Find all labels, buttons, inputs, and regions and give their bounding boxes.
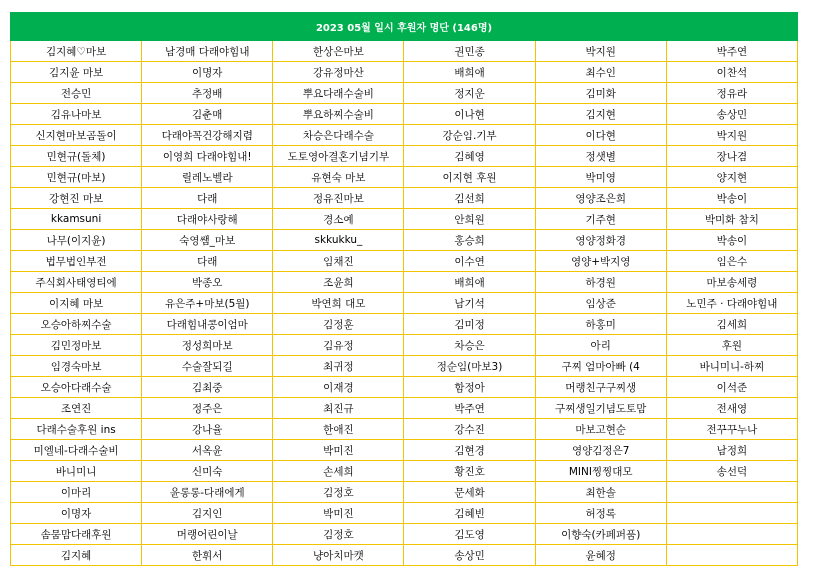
- donor-cell: 김지혜♡마보: [11, 41, 142, 62]
- table-row: [11, 545, 798, 566]
- donor-cell: 조윤희: [273, 272, 404, 293]
- donor-cell: 김선희: [404, 188, 535, 209]
- donor-cell: 최귀정: [273, 356, 404, 377]
- donor-cell: 다래수술후원 ins: [11, 419, 142, 440]
- donor-cell: 김지윤 마보: [11, 62, 142, 83]
- donor-cell: 다래야사랑해: [142, 209, 273, 230]
- donor-cell: 이명자: [11, 503, 142, 524]
- donor-cell: 김춘매: [142, 104, 273, 125]
- donor-cell: 이다현: [535, 125, 666, 146]
- donor-cell: 김정호: [273, 482, 404, 503]
- donor-cell: 임은수: [666, 251, 797, 272]
- donor-cell: 이영희 다래야힘내!: [142, 146, 273, 167]
- donor-cell: 정샛별: [535, 146, 666, 167]
- donor-cell: 오승아하찌수술: [11, 314, 142, 335]
- donor-cell: 박주연: [404, 398, 535, 419]
- donor-cell: 강순임.기부: [404, 125, 535, 146]
- donor-cell: 아리: [535, 335, 666, 356]
- donor-cell: 박미진: [273, 440, 404, 461]
- table-row: [11, 440, 798, 461]
- table-row: [11, 335, 798, 356]
- donor-cell: 손세희: [273, 461, 404, 482]
- donor-cell: 이향숙(카페퍼품): [535, 524, 666, 545]
- donor-cell: 임경숙마보: [11, 356, 142, 377]
- donor-cell: 하홍미: [535, 314, 666, 335]
- donor-cell: 추정배: [142, 83, 273, 104]
- donor-cell: 다래: [142, 188, 273, 209]
- donor-cell: 정성희마보: [142, 335, 273, 356]
- table-row: [11, 293, 798, 314]
- donor-cell: 유현숙 마보: [273, 167, 404, 188]
- donor-cell: 이수연: [404, 251, 535, 272]
- donor-cell: 박연희 대모: [273, 293, 404, 314]
- donor-cell: 신지현마보곰돌이: [11, 125, 142, 146]
- donor-cell: 민현규(돌체): [11, 146, 142, 167]
- table-title: 2023 05월 일시 후원자 명단 (146명): [11, 13, 798, 41]
- donor-cell: 바니미니: [11, 461, 142, 482]
- donor-cell: 한상은마보: [273, 41, 404, 62]
- donor-cell: 다래야꼭건강해지렴: [142, 125, 273, 146]
- donor-cell: 문세화: [404, 482, 535, 503]
- donor-cell: 박지원: [666, 125, 797, 146]
- donor-cell: 강유정마산: [273, 62, 404, 83]
- donor-cell: 김정훈: [273, 314, 404, 335]
- donor-table-body: [11, 41, 798, 566]
- table-row: [11, 62, 798, 83]
- donor-cell: 영양정화경: [535, 230, 666, 251]
- donor-cell: 김유나마보: [11, 104, 142, 125]
- table-row: [11, 419, 798, 440]
- donor-cell: 차승은: [404, 335, 535, 356]
- donor-cell: 조연진: [11, 398, 142, 419]
- donor-cell: 김지현: [535, 104, 666, 125]
- table-row: [11, 482, 798, 503]
- donor-cell: 이지혜 마보: [11, 293, 142, 314]
- donor-cell: 뿌요다래수술비: [273, 83, 404, 104]
- donor-cell: 김혜빈: [404, 503, 535, 524]
- donor-cell: 오승아다래수술: [11, 377, 142, 398]
- donor-cell: 정주은: [142, 398, 273, 419]
- donor-cell: 마보송세령: [666, 272, 797, 293]
- table-row: [11, 251, 798, 272]
- donor-cell: 안희원: [404, 209, 535, 230]
- donor-cell: 뿌요하찌수술비: [273, 104, 404, 125]
- donor-cell: 바니미니-하찌: [666, 356, 797, 377]
- donor-cell: 송상민: [666, 104, 797, 125]
- donor-cell: 송선덕: [666, 461, 797, 482]
- donor-cell: 최진규: [273, 398, 404, 419]
- donor-cell: [666, 524, 797, 545]
- donor-cell: 이지현 후원: [404, 167, 535, 188]
- donor-cell: 주식회사태영티에: [11, 272, 142, 293]
- donor-cell: kkamsuni: [11, 209, 142, 230]
- donor-cell: 민현규(마보): [11, 167, 142, 188]
- donor-cell: 최한솔: [535, 482, 666, 503]
- donor-cell: 전꾸꾸누나: [666, 419, 797, 440]
- donor-cell: 김민정마보: [11, 335, 142, 356]
- donor-cell: 구찌생일기념도토맘: [535, 398, 666, 419]
- donor-cell: 김현경: [404, 440, 535, 461]
- donor-cell: 솜뭄맘다래후원: [11, 524, 142, 545]
- donor-cell: 신미숙: [142, 461, 273, 482]
- donor-cell: skkukku_: [273, 230, 404, 251]
- donor-cell: 함정아: [404, 377, 535, 398]
- table-row: [11, 356, 798, 377]
- donor-cell: 전승민: [11, 83, 142, 104]
- table-row: [11, 398, 798, 419]
- donor-cell: 윤혜정: [535, 545, 666, 566]
- donor-cell: 정지운: [404, 83, 535, 104]
- table-row: [11, 524, 798, 545]
- donor-cell: 릴레노벨라: [142, 167, 273, 188]
- donor-cell: 김미화: [535, 83, 666, 104]
- donor-cell: 이마리: [11, 482, 142, 503]
- donor-cell: 임상준: [535, 293, 666, 314]
- donor-cell: 황진호: [404, 461, 535, 482]
- donor-cell: 유은주+마보(5월): [142, 293, 273, 314]
- donor-cell: 미엘네-다래수술비: [11, 440, 142, 461]
- donor-cell: 김유정: [273, 335, 404, 356]
- donor-cell: 이석준: [666, 377, 797, 398]
- donor-cell: 정유진마보: [273, 188, 404, 209]
- donor-cell: 남기석: [404, 293, 535, 314]
- donor-cell: 박송이: [666, 188, 797, 209]
- donor-cell: 차승은다래수술: [273, 125, 404, 146]
- donor-cell: [666, 545, 797, 566]
- donor-table: [10, 12, 798, 566]
- donor-cell: 냥아치마캣: [273, 545, 404, 566]
- donor-cell: 송상민: [404, 545, 535, 566]
- donor-cell: 김정호: [273, 524, 404, 545]
- donor-cell: 한휘서: [142, 545, 273, 566]
- donor-cell: 이찬석: [666, 62, 797, 83]
- donor-cell: 장나겸: [666, 146, 797, 167]
- donor-cell: 경소예: [273, 209, 404, 230]
- donor-cell: 배희애: [404, 272, 535, 293]
- donor-cell: 영양김정은7: [535, 440, 666, 461]
- donor-cell: 허정록: [535, 503, 666, 524]
- table-row: [11, 41, 798, 62]
- table-row: [11, 377, 798, 398]
- table-row: [11, 209, 798, 230]
- donor-cell: 도토영아결혼기념기부: [273, 146, 404, 167]
- table-row: [11, 314, 798, 335]
- donor-cell: 박미영: [535, 167, 666, 188]
- donor-cell: 전새영: [666, 398, 797, 419]
- donor-cell: 김도영: [404, 524, 535, 545]
- donor-cell: 머랭어린이날: [142, 524, 273, 545]
- donor-cell: 양지현: [666, 167, 797, 188]
- donor-cell: 이재경: [273, 377, 404, 398]
- donor-cell: 수술잘되길: [142, 356, 273, 377]
- donor-cell: 법무법인부전: [11, 251, 142, 272]
- donor-cell: 마보고현순: [535, 419, 666, 440]
- donor-cell: 기주현: [535, 209, 666, 230]
- donor-cell: 이나현: [404, 104, 535, 125]
- donor-cell: [666, 482, 797, 503]
- donor-cell: 홍승희: [404, 230, 535, 251]
- donor-cell: [666, 503, 797, 524]
- donor-cell: 하경원: [535, 272, 666, 293]
- donor-cell: 박미화 참치: [666, 209, 797, 230]
- donor-cell: 노민주 · 다래야힘내: [666, 293, 797, 314]
- table-row: [11, 167, 798, 188]
- donor-cell: 머랭친구구찌생: [535, 377, 666, 398]
- donor-cell: 영양조은희: [535, 188, 666, 209]
- donor-cell: 박미진: [273, 503, 404, 524]
- table-row: [11, 146, 798, 167]
- table-row: [11, 188, 798, 209]
- donor-cell: 김지인: [142, 503, 273, 524]
- table-row: [11, 272, 798, 293]
- donor-cell: MINI찡찡대모: [535, 461, 666, 482]
- donor-cell: 권민종: [404, 41, 535, 62]
- donor-cell: 강나율: [142, 419, 273, 440]
- donor-cell: 박송이: [666, 230, 797, 251]
- donor-cell: 김혜영: [404, 146, 535, 167]
- donor-cell: 서옥윤: [142, 440, 273, 461]
- donor-cell: 정순임(마보3): [404, 356, 535, 377]
- donor-cell: 배희애: [404, 62, 535, 83]
- donor-cell: 숙영쌤_마보: [142, 230, 273, 251]
- donor-cell: 남정희: [666, 440, 797, 461]
- donor-cell: 나무(이지윤): [11, 230, 142, 251]
- donor-cell: 강현진 마보: [11, 188, 142, 209]
- donor-cell: 윤롱롱-다래에게: [142, 482, 273, 503]
- table-row: [11, 125, 798, 146]
- donor-cell: 강수진: [404, 419, 535, 440]
- donor-cell: 박지원: [535, 41, 666, 62]
- donor-cell: 김미정: [404, 314, 535, 335]
- donor-cell: 박주연: [666, 41, 797, 62]
- table-row: [11, 104, 798, 125]
- donor-cell: 정유라: [666, 83, 797, 104]
- donor-cell: 임채진: [273, 251, 404, 272]
- donor-cell: 박종오: [142, 272, 273, 293]
- donor-cell: 최수인: [535, 62, 666, 83]
- table-row: [11, 83, 798, 104]
- donor-cell: 다래힘내콩이엄마: [142, 314, 273, 335]
- donor-cell: 후원: [666, 335, 797, 356]
- donor-cell: 다래: [142, 251, 273, 272]
- donor-cell: 김세희: [666, 314, 797, 335]
- table-row: [11, 503, 798, 524]
- donor-cell: 김지혜: [11, 545, 142, 566]
- donor-list-sheet: [10, 12, 798, 566]
- donor-cell: 남경매 다래야힘내: [142, 41, 273, 62]
- donor-cell: 이명자: [142, 62, 273, 83]
- donor-cell: 영양+박지영: [535, 251, 666, 272]
- donor-cell: 한애진: [273, 419, 404, 440]
- donor-cell: 김최중: [142, 377, 273, 398]
- table-row: [11, 230, 798, 251]
- table-row: [11, 461, 798, 482]
- donor-cell: 구찌 엄마아빠 (4: [535, 356, 666, 377]
